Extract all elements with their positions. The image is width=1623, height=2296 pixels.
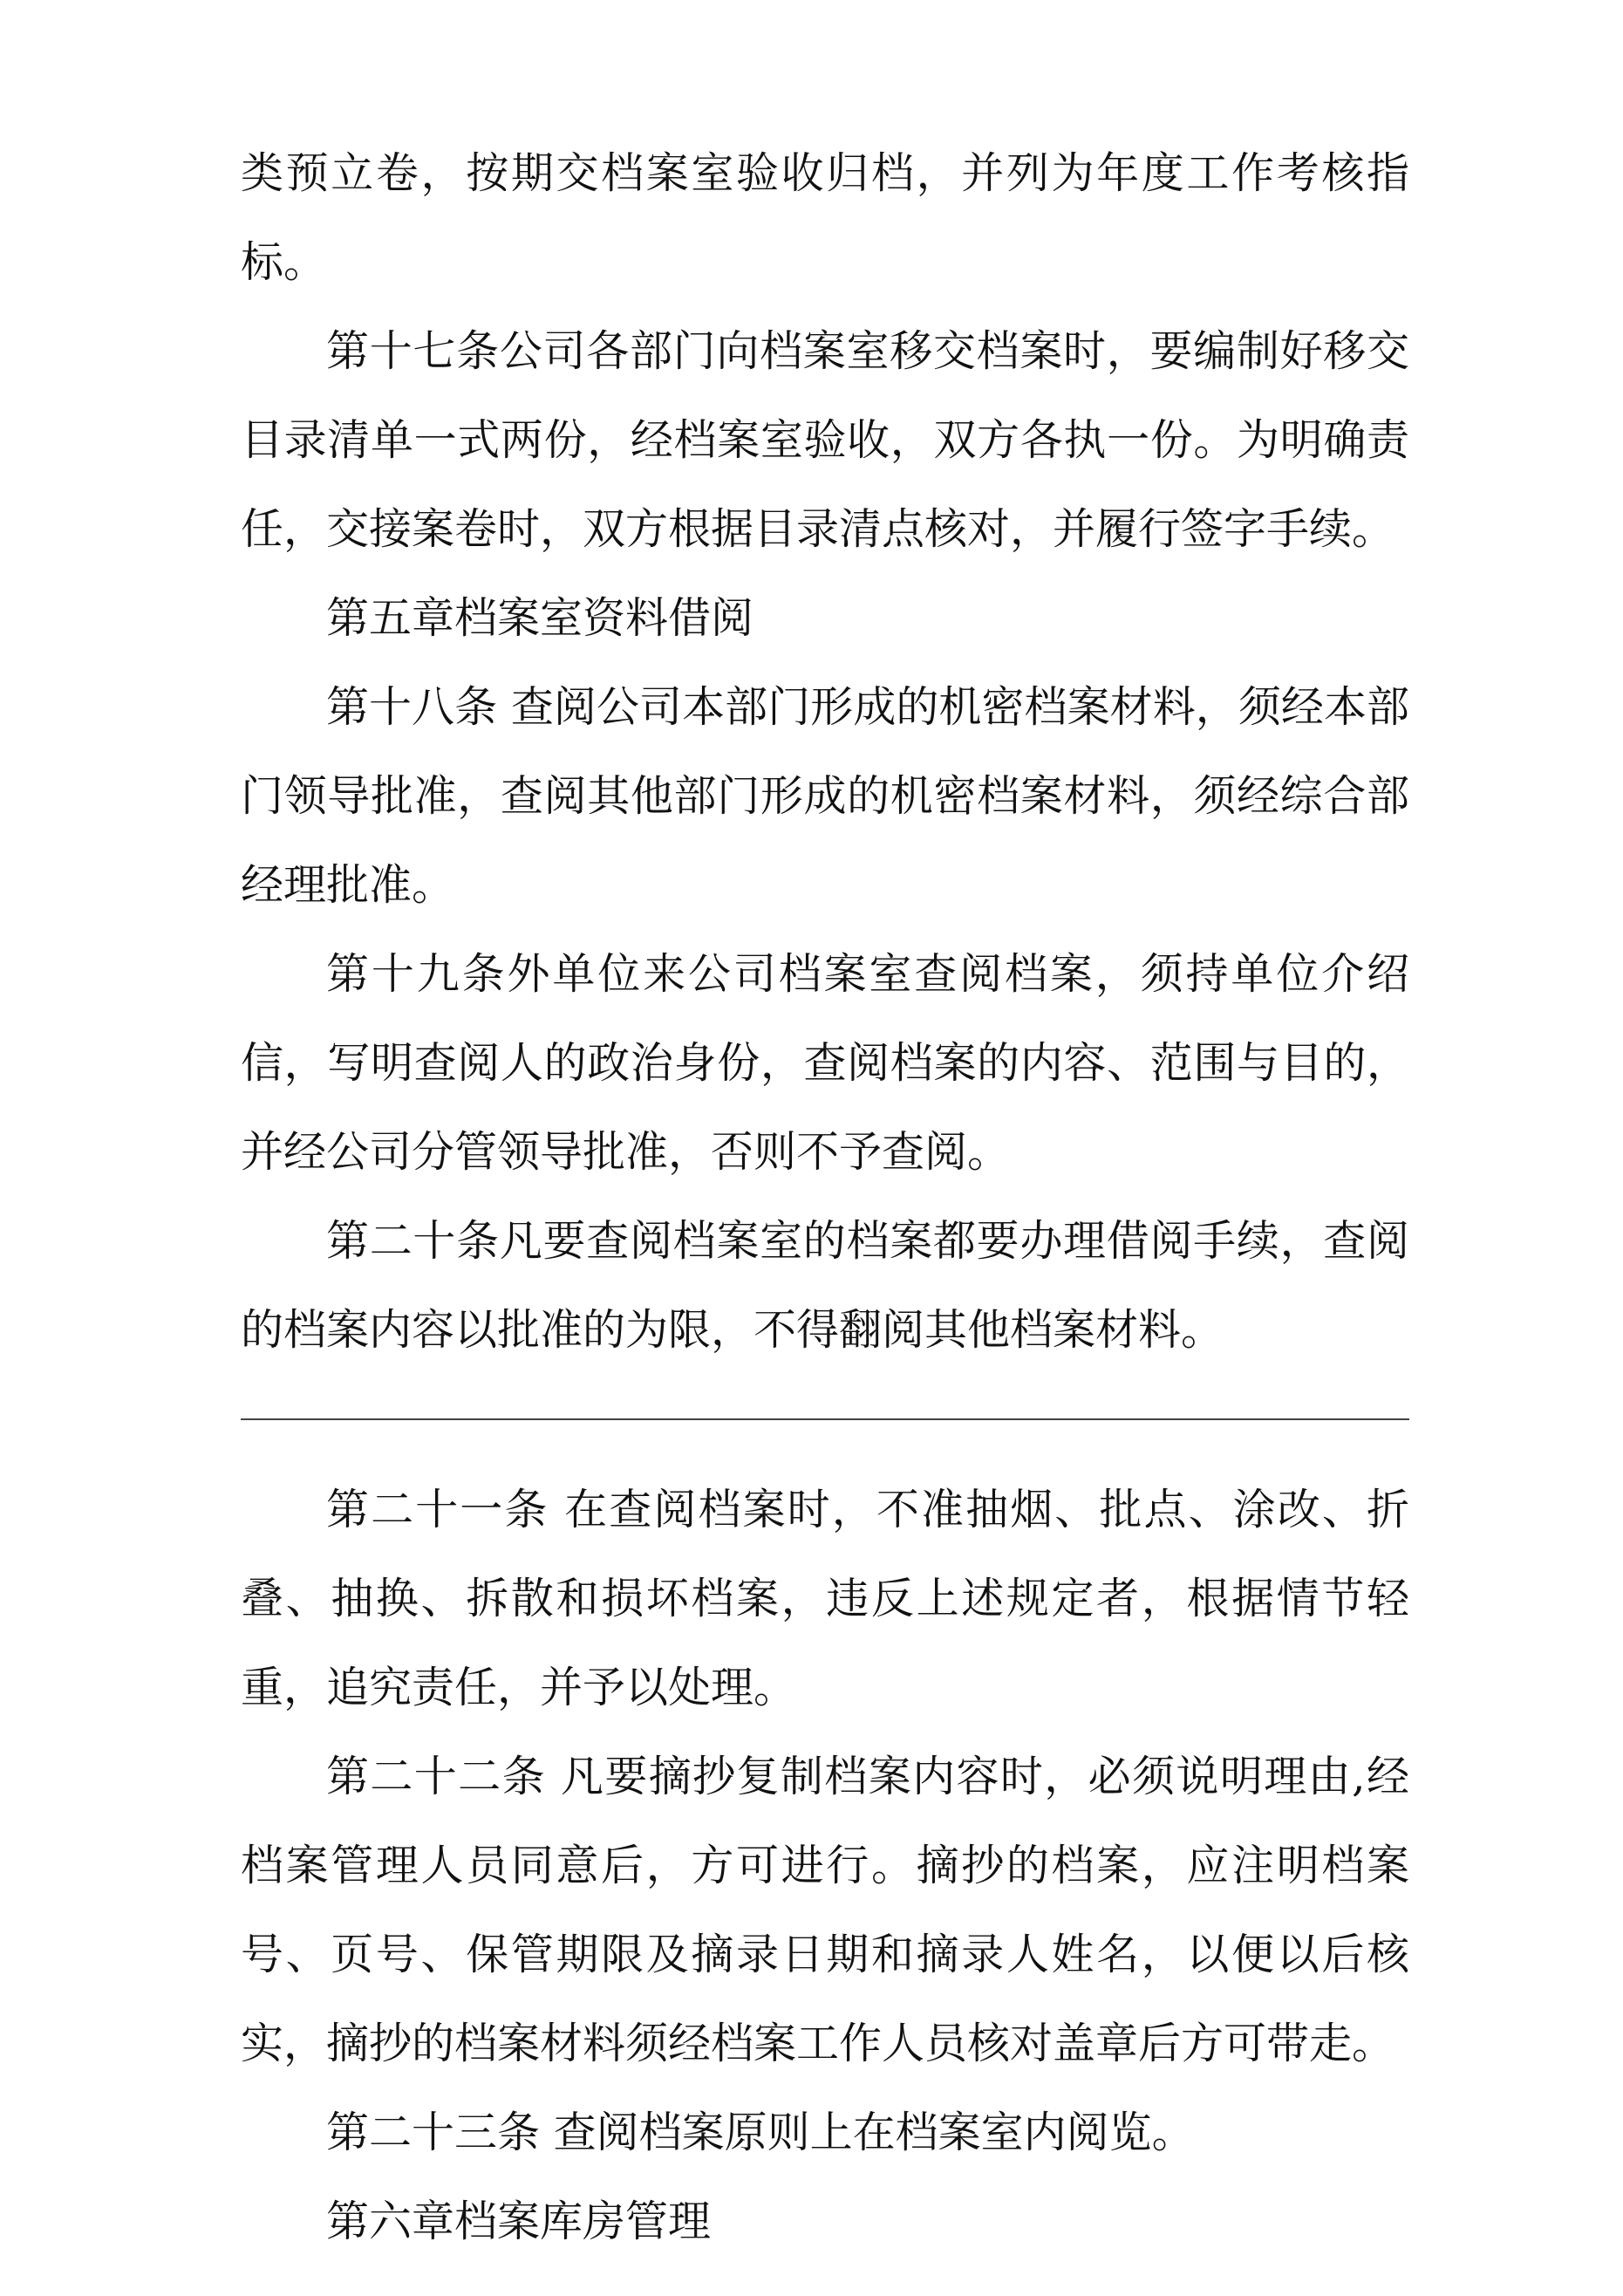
paragraph-article-21: 第二十一条 在查阅档案时，不准抽烟、批点、涂改、折叠、抽换、拆散和损坏档案，违反上述规定者，根据情节轻重，追究责任，并予以处理。	[241, 1485, 1409, 1712]
chapter-6-heading: 第六章档案库房管理	[326, 2197, 712, 2246]
text-block-top	[241, 129, 1409, 1375]
chapter-5-heading: 第五章档案室资料借阅	[326, 593, 754, 643]
paragraph-continuation: 类预立卷，按期交档案室验收归档，并列为年度工作考核指标。	[241, 148, 1409, 287]
document-page	[241, 129, 1409, 2266]
page-divider	[241, 1418, 1409, 1420]
paragraph-article-18: 第十八条 查阅公司本部门形成的机密档案材料，须经本部门领导批准，查阅其他部门形成的机密档案材料，须经综合部经理批准。	[241, 682, 1409, 910]
paragraph-article-17: 第十七条公司各部门向档案室移交档案时，要编制好移交目录清单一式两份，经档案室验收，双方各执一份。为明确责任，交接案卷时，双方根据目录清点核对，并履行签字手续。	[241, 326, 1409, 554]
paragraph-article-22: 第二十二条 凡要摘抄复制档案内容时，必须说明理由,经档案管理人员同意后，方可进行。摘抄的档案，应注明档案号、页号、保管期限及摘录日期和摘录人姓名，以便以后核实，摘抄的档案材料须经档案工作人员核对盖章后方可带走。	[241, 1752, 1409, 2068]
paragraph-article-19: 第十九条外单位来公司档案室查阅档案，须持单位介绍信，写明查阅人的政治身份，查阅档案的内容、范围与目的，并经公司分管领导批准，否则不予查阅。	[241, 949, 1409, 1177]
text-block-bottom	[241, 1466, 1409, 2266]
paragraph-article-20: 第二十条凡要查阅档案室的档案都要办理借阅手续，查阅的档案内容以批准的为限，不得翻阅其他档案材料。	[241, 1216, 1409, 1355]
paragraph-article-23: 第二十三条 查阅档案原则上在档案室内阅览。	[326, 2108, 1195, 2157]
